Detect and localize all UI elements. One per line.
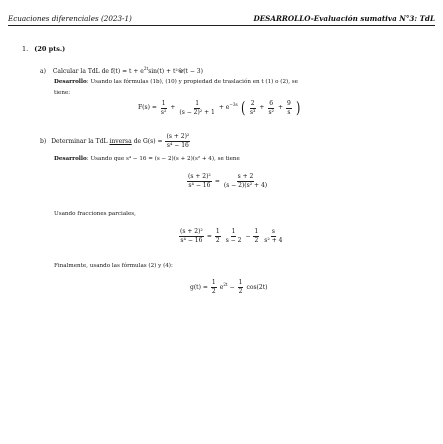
fraction-numerator: 9 <box>286 99 291 107</box>
fraction-numerator: 1 <box>231 228 236 235</box>
partial-fractions-equation: $\frac{\text{(s + 2)²}}{\text{s⁴ − 16}}$ = $\frac{1}{2}$ $\frac{1}{s - 2}$ − $\frac{1}{2}$ $\frac{s}{\text{s² + 4}}$ <box>180 228 283 244</box>
fraction-numerator: 1 <box>254 228 259 235</box>
partial-fractions-text: Usando fracciones parciales, <box>54 211 136 217</box>
fraction-denominator: s <box>287 108 291 116</box>
fraction-denominator: s⁴ − 16 <box>188 182 211 189</box>
fraction-denominator: (s − 2)² + 1 <box>179 108 215 116</box>
fraction-numerator: 1 <box>211 279 216 286</box>
fraction-denominator: s³ <box>249 108 256 116</box>
parenthesis: ( <box>240 98 245 117</box>
fraction-denominator: 2 <box>238 288 243 295</box>
superscript: −3s <box>229 102 238 107</box>
fraction-numerator: (s + 2)² <box>166 133 190 140</box>
fraction-numerator: (s + 2)² <box>180 228 203 235</box>
fraction-denominator: 2 <box>211 288 216 295</box>
fraction-denominator: 2 <box>254 237 259 244</box>
fraction-denominator: (s − 2)(s² + 4) <box>223 182 268 189</box>
part-a-development-2: tiene: <box>54 90 71 96</box>
parenthesis: ) <box>295 98 301 117</box>
fraction-numerator: (s + 2)² <box>188 173 211 180</box>
part-b-development: Desarrollo: Usando que s⁴ − 16 = (s − 2)(s + 2)(s² + 4), se tiene <box>54 156 240 162</box>
problem-heading: 1. (20 pts.) <box>22 45 66 53</box>
fraction-numerator: 1 <box>238 279 243 286</box>
superscript: 2t <box>223 281 228 287</box>
final-text: Finalmente, usando las fórmulas (2) y (4): <box>54 263 173 269</box>
fraction-numerator: 6 <box>269 99 274 107</box>
fraction-numerator: 1 <box>215 228 220 235</box>
fraction-denominator: s² <box>268 108 274 116</box>
part-a-statement: a) Calcular la TdL de $f(t) = t + e^{2t}\sin(t)$ + t²𝒰(t − 3) <box>40 66 203 75</box>
exam-title: DESARROLLO-Evaluación sumativa N°3: TdL <box>253 14 435 23</box>
fraction-numerator: 2 <box>250 99 255 107</box>
fraction-numerator: s <box>271 228 275 235</box>
part-a-development: Desarrollo: Usando las fórmulas (1b), (10) y propiedad de traslación en t (1) o (2), se <box>54 79 298 85</box>
fraction-numerator: 1 <box>161 99 166 107</box>
part-b-statement: b) Determinar la TdL inversa de G(s) = $\frac{\text{(s + 2)²}}{\text{s⁴ − 16}}$ <box>40 133 190 149</box>
fraction-numerator: 1 <box>195 99 200 107</box>
fraction-denominator: s⁴ − 16 <box>180 237 203 244</box>
fraction-denominator: s² + 4 <box>264 237 283 244</box>
course-title: Ecuaciones diferenciales (2023-1) <box>8 14 132 23</box>
fraction-denominator: s⁴ − 16 <box>166 142 189 149</box>
laplace-result-equation: F(s) = $\frac{1}{\text{s²}}$ + $\frac{1}{\text{(s − 2)² + 1}}$ + $e^{-3s}$ ( $\frac{2}{\text{s³}}$ + $\frac{6}{\text{s²}}$ + $\frac{9}{s}$ ) <box>138 98 301 117</box>
fraction-numerator: s + 2 <box>237 173 254 180</box>
fraction-denominator: s − 2 <box>225 237 242 244</box>
fraction-denominator: s² <box>160 108 167 116</box>
factorization-equation: $\frac{\text{(s + 2)²}}{\text{s⁴ − 16}}$ = $\frac{s + 2}{\text{(s − 2)(s² + 4)}}$ <box>188 173 268 189</box>
inverse-result-equation: g(t) = $\frac{1}{2}$ $e^{2t}$ − $\frac{1}{2}$ cos(2t) <box>190 279 268 295</box>
page-header <box>8 14 435 26</box>
fraction-denominator: 2 <box>215 237 220 244</box>
superscript: 2t <box>143 66 149 71</box>
